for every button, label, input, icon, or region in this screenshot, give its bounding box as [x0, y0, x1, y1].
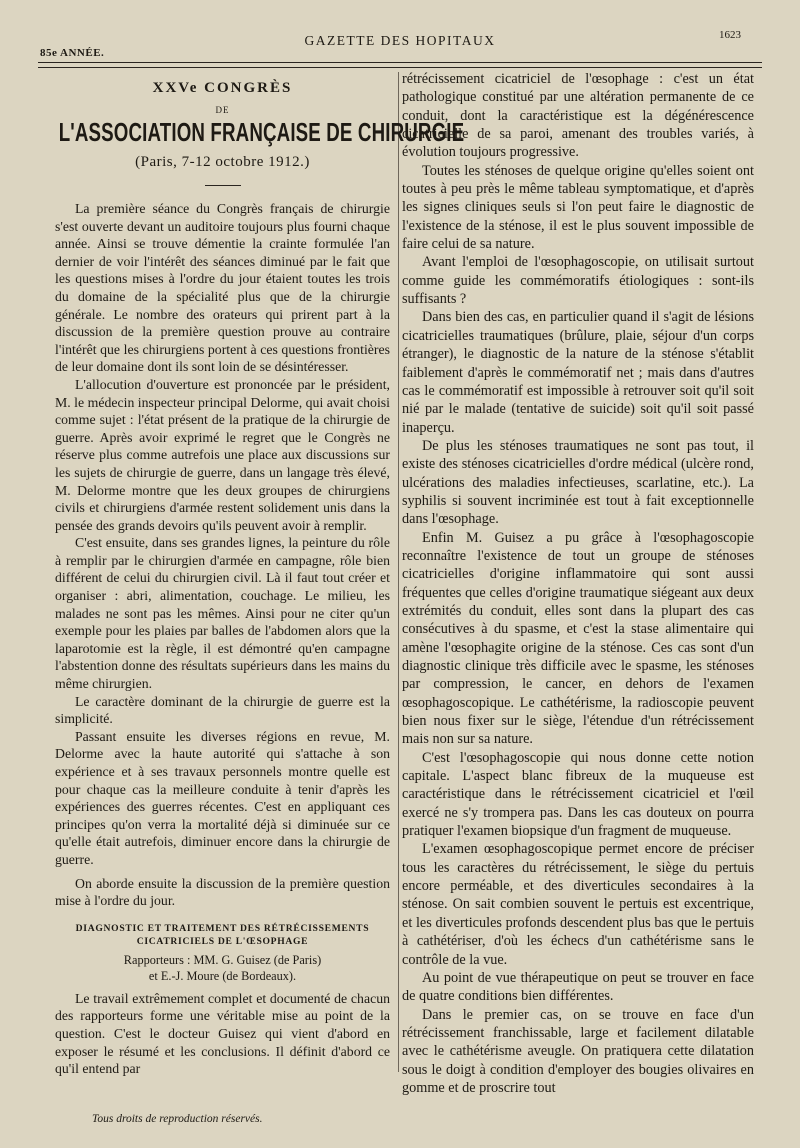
header-rule-thin [38, 67, 762, 68]
rapporteurs-line: Rapporteurs : MM. G. Guisez (de Paris) [123, 952, 322, 967]
paragraph: Le travail extrêmement complet et documenté de chacun des rapporteurs forme une véritable mise au point de la question. C'est le docteur Guisez qui vient d'abord en exposer le résumé et les conclusions. Il définit d'abord ce qu'il entend par [55, 990, 390, 1077]
section-heading-line: DIAGNOSTIC ET TRAITEMENT DES RÉTRÉCISSEMENTS [75, 922, 370, 934]
column-separator [398, 72, 399, 1072]
paragraph: Enfin M. Guisez a pu grâce à l'œsophagoscopie reconnaître l'existence de tout un groupe de sténoses cicatricielles d'origine inflammatoire qui sont aussi fréquentes que celles d'origine traumatique siégeant aux deux extrémités du conduit, elles sont dans la plupart des cas consécutives à du spasme, et c'est la stase alimentaire qui amène l'œsophagite origine de la sténose. Ces cas sont d'un diagnostic clinique très difficile avec le spasme, les sténoses par compression, le cancer, en dehors de l'examen œsophagoscopique. Le cathétérisme, la radioscopie peuvent bien nous fixer sur le siège, l'étendue d'un rétrécissement mais non sur sa nature. [402, 529, 754, 748]
paragraph: L'examen œsophagoscopique permet encore de préciser tous les caractères du rétrécissement, le siège du pertuis encore perméable, et des diverticules secondaires à la sténose. On sait combien souvent le pertuis est excentrique, et les diverticules profonds descendent plus bas que le pertuis à cathétériser, d'où les échecs d'un cathétérisme sans le contrôle de la vue. [402, 841, 754, 968]
right-column [402, 70, 754, 1097]
paragraph: C'est ensuite, dans ses grandes lignes, la peinture du rôle à remplir par le chirurgien d'armée en campagne, rôle bien différent de celui du chirurgien civil. Là il faut tout créer et organiser : abri, alimentation, couchage. Le milieu, les malades ne sont pas les mêmes. Ainsi pour ne citer qu'un exemple pour les plaies par balles de l'abdomen alors que la laparotomie est la règle, il est démontré qu'en campagne l'abstention donne des résultats supérieurs dans les mains du même chirurgien. [55, 535, 390, 692]
paragraph: De plus les sténoses traumatiques ne sont pas tout, il existe des sténoses cicatricielles d'ordre médical (ulcère rond, ulcérations des maladies infectieuses, scarlatine, etc.). La syphilis si souvent incriminée est tout à fait exceptionnelle dans l'œsophage. [402, 437, 754, 528]
year-label: 85e ANNÉE. [40, 47, 105, 59]
left-column [55, 78, 465, 1078]
paragraph: La première séance du Congrès français de chirurgie s'est ouverte devant un auditoire toujours plus fourni chaque année. Ainsi se trouve démentie la crainte formulée l'an dernier de voir l'intérêt des séances diminué par le fait que les questions mises à l'ordre du jour étaient toutes les trois du domaine de la spécialité plus que de la chirurgie générale. Le nombre des orateurs qui prirent part à la discussion de la première question prouve au contraire l'intérêt que les chirurgiens portent à ces questions frontières de leur domaine dont ils sont loin de se désintéresser. [55, 201, 390, 375]
page-number: 1623 [719, 29, 741, 41]
paragraph: Passant ensuite les diverses régions en revue, M. Delorme avec la haute autorité qui s'attache à son expérience et à ses travaux personnels montre quelle est pour chaque cas la meilleure conduite à tenir d'après les expériences des guerres récentes. C'est en appliquant ces principes qu'on verra la mortalité déjà si diminuée sur ce qu'elle était autrefois, diminuer encore dans la chirurgie de guerre. [55, 728, 390, 867]
congress-title: XXVe CONGRÈS [152, 80, 293, 96]
section-heading [55, 922, 390, 948]
paragraph: Le caractère dominant de la chirurgie de guerre est la simplicité. [55, 693, 390, 727]
rapporteurs [55, 952, 390, 984]
paragraph: C'est l'œsophagoscopie qui nous donne cette notion capitale. L'aspect blanc fibreux de la muqueuse est caractéristique dans le rétrécissement cicatriciel et l'œil exercé ne s'y trompera pas. Dans les cas douteux on pourra pratiquer l'examen biopsique d'un fragment de muqueuse. [402, 749, 754, 840]
header-rule-thick [38, 62, 762, 63]
paragraph: L'allocution d'ouverture est prononcée par le président, M. le médecin inspecteur principal Delorme, qui avait choisi comme sujet : l'état présent de la pratique de la chirurgie de guerre. Après avoir exprimé le regret que le Congrès ne réserve plus comme autrefois une place aux discussions sur les sujets de chirurgie de guerre, dans un langage très élevé, M. Delorme montre que les deux groupes de chirurgiens civils et chirurgiens d'armée restent solidement unis dans la pensée des grands devoirs qu'ils peuvent avoir à remplir. [55, 376, 390, 533]
paragraph: Dans le premier cas, on se trouve en face d'un rétrécissement franchissable, large et facilement dilatable avec le cathétérisme aveugle. On pratiquera cette dilatation sous le doigt à condition d'employer des bougies olivaires en gomme et de proscrire tout [402, 1006, 754, 1096]
paragraph: Dans bien des cas, en particulier quand il s'agit de lésions cicatricielles traumatiques (brûlure, plaie, séjour d'un corps étranger), le diagnostic de la nature de la sténose s'établit faiblement d'après le commémoratif net ; mais dans d'autres cas le commémoratif est impossible à retrouver soit qu'il soit nié par le malade (tentative de suicide) soit qu'il soit passé inaperçu. [402, 309, 754, 436]
journal-title: GAZETTE DES HOPITAUX [304, 33, 496, 48]
rapporteurs-line: et E.-J. Moure (de Bordeaux). [148, 968, 297, 983]
title-divider [205, 185, 241, 186]
paragraph: rétrécissement cicatriciel de l'œsophage : c'est un état pathologique constitué par une altération permanente de ce conduit, dont la caractéristique est la dégénérescence cicatricielle de sa paroi, amenant des troubles variés, à évolution toujours progressive. [402, 71, 754, 161]
paragraph: Au point de vue thérapeutique on peut se trouver en face de quatre conditions bien différentes. [402, 969, 754, 1005]
paragraph: Avant l'emploi de l'œsophagoscopie, on utilisait surtout comme guide les commémoratifs étiologiques : sont-ils suffisants ? [402, 254, 754, 308]
congress-de: DE [215, 105, 230, 115]
paragraph: On aborde ensuite la discussion de la première question mise à l'ordre du jour. [55, 875, 390, 909]
rights-notice: Tous droits de reproduction réservés. [92, 1113, 263, 1125]
congress-place-date: (Paris, 7-12 octobre 1912.) [135, 154, 310, 170]
association-title: L'ASSOCIATION FRANÇAISE DE CHIRURGIE [58, 117, 465, 147]
paragraph: Toutes les sténoses de quelque origine qu'elles soient ont toutes à peu près le même tableau symptomatique, et d'après les signes cliniques seuls si l'on peut faire le diagnostic de l'existence de la sténose, il est le plus souvent impossible de faire celui de sa nature. [402, 162, 754, 253]
section-heading-line: CICATRICIELS DE L'ŒSOPHAGE [136, 935, 309, 947]
